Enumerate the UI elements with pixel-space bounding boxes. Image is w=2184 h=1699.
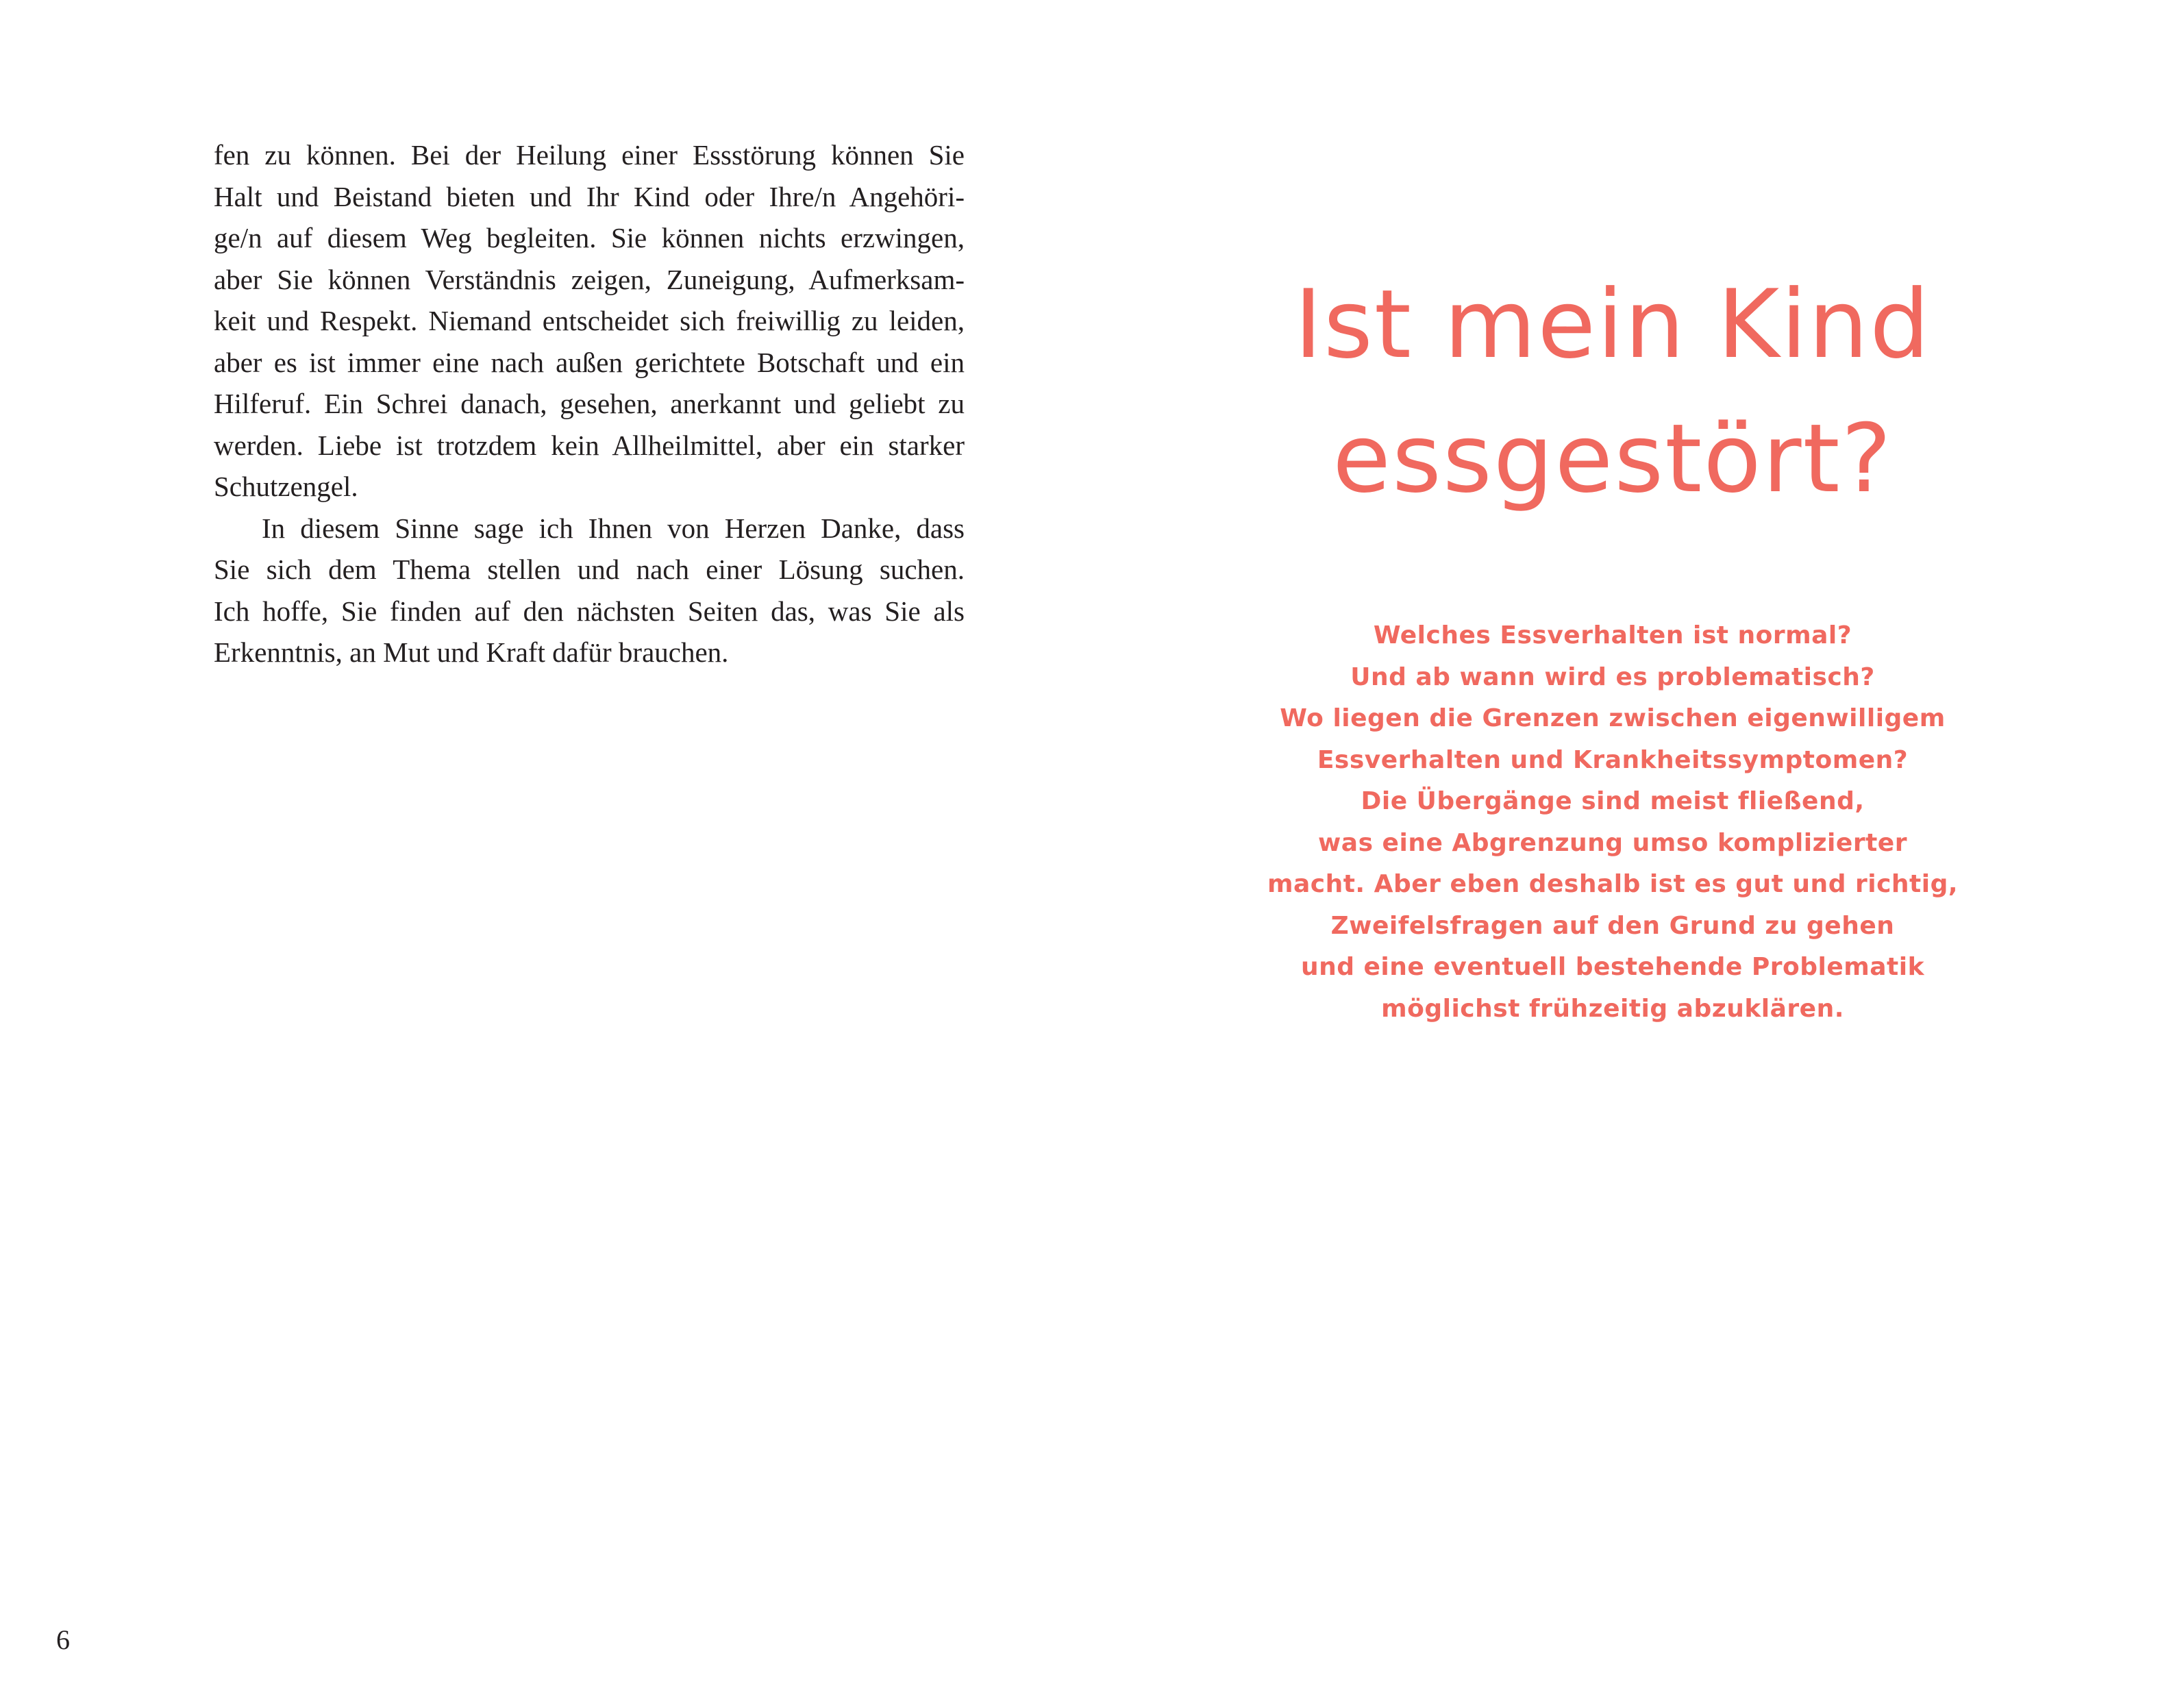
chapter-title-line: essgestört? bbox=[1332, 404, 1893, 514]
body-line: Sie sich dem Thema stellen und nach einer Lösung suchen. bbox=[214, 554, 965, 585]
body-line: keit und Respekt. Niemand entscheidet sich freiwillig zu leiden, bbox=[214, 305, 965, 336]
page-number: 6 bbox=[56, 1624, 70, 1655]
intro-line: Wo liegen die Grenzen zwischen eigenwilligem bbox=[1280, 704, 1946, 732]
body-line: werden. Liebe ist trotzdem kein Allheilmittel, aber ein starker bbox=[214, 429, 965, 461]
body-line: Halt und Beistand bieten und Ihr Kind oder Ihre/n Angehöri- bbox=[214, 180, 965, 212]
intro-line: macht. Aber eben deshalb ist es gut und richtig, bbox=[1267, 870, 1959, 898]
intro-line: Und ab wann wird es problematisch? bbox=[1350, 662, 1875, 691]
body-line: Hilferuf. Ein Schrei danach, gesehen, anerkannt und geliebt zu bbox=[214, 388, 965, 419]
intro-line: möglichst frühzeitig abzuklären. bbox=[1381, 994, 1844, 1023]
intro-line: Die Übergänge sind meist fließend, bbox=[1361, 787, 1865, 815]
chapter-title bbox=[1092, 258, 2133, 526]
intro-line: Welches Essverhalten ist normal? bbox=[1373, 621, 1852, 649]
body-line: aber es ist immer eine nach außen gerichtete Botschaft und ein bbox=[214, 346, 965, 378]
body-line: fen zu können. Bei der Heilung einer Essstörung können Sie bbox=[214, 139, 965, 171]
body-line: Ich hoffe, Sie finden auf den nächsten Seiten das, was Sie als bbox=[214, 595, 965, 627]
body-line: In diesem Sinne sage ich Ihnen von Herzen Danke, dass bbox=[262, 512, 965, 544]
body-line: ge/n auf diesem Weg begleiten. Sie können nichts erzwingen, bbox=[214, 222, 965, 253]
intro-line: und eine eventuell bestehende Problematik bbox=[1300, 953, 1925, 981]
intro-line: Essverhalten und Krankheitssymptomen? bbox=[1317, 745, 1909, 774]
left-page-body-text bbox=[214, 134, 965, 673]
body-line: aber Sie können Verständnis zeigen, Zuneigung, Aufmerksam- bbox=[214, 263, 965, 295]
chapter-title-line: Ist mein Kind bbox=[1294, 269, 1931, 380]
right-page bbox=[1092, 0, 2184, 1699]
body-line: Erkenntnis, an Mut und Kraft dafür brauchen. bbox=[214, 636, 729, 668]
body-line: Schutzengel. bbox=[214, 471, 358, 502]
intro-line: was eine Abgrenzung umso komplizierter bbox=[1318, 828, 1907, 857]
chapter-intro bbox=[1092, 615, 2133, 1030]
intro-line: Zweifelsfragen auf den Grund zu gehen bbox=[1330, 911, 1895, 940]
